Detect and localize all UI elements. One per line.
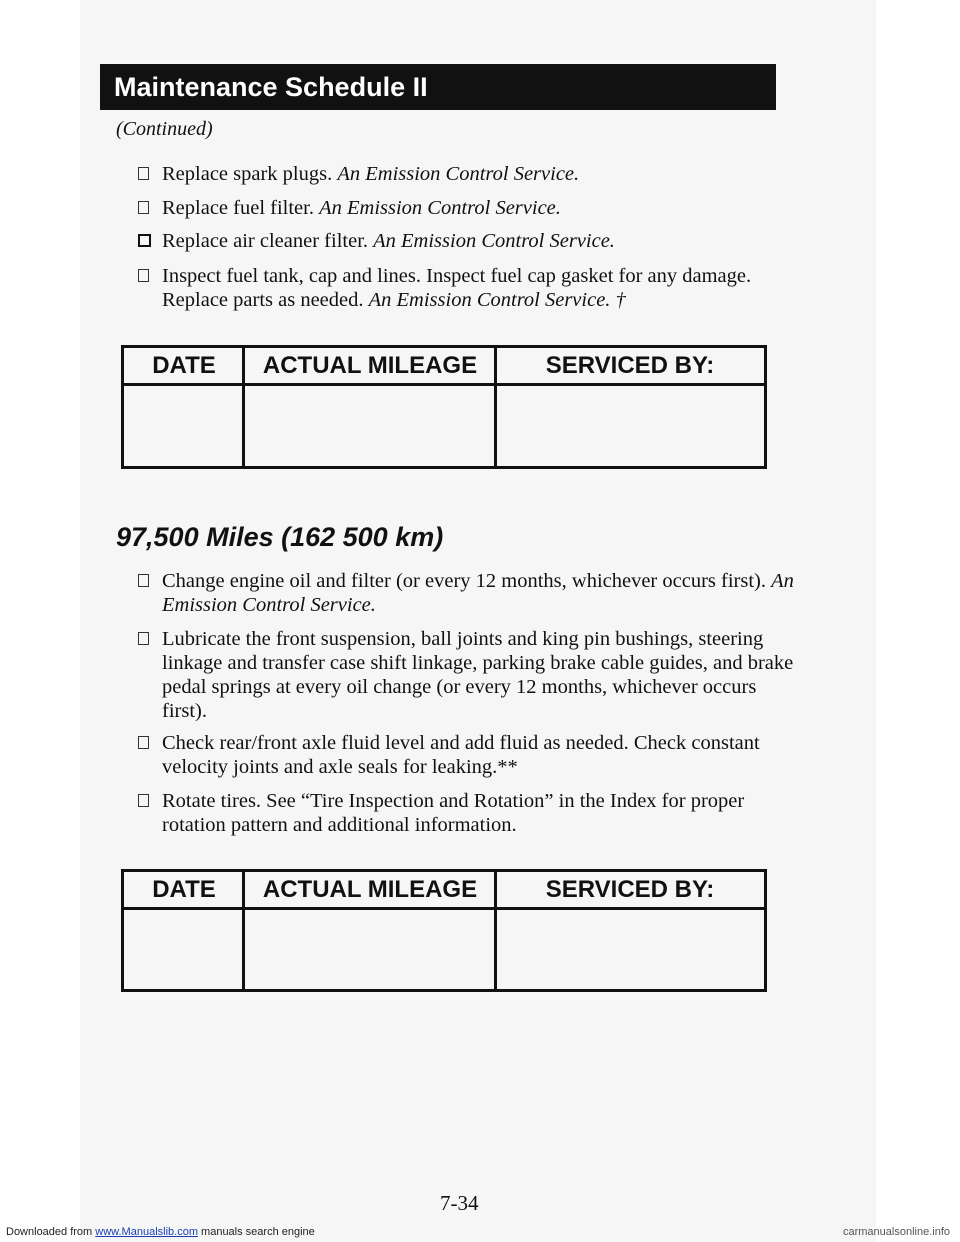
checkbox-icon[interactable]	[138, 736, 149, 749]
checkbox-icon[interactable]	[138, 574, 149, 587]
service-record-table	[121, 869, 767, 992]
mileage-cell[interactable]	[245, 910, 494, 989]
item-note: An Emission Control Service.	[337, 163, 580, 185]
table-header	[124, 872, 764, 910]
item-note: An Emission Control Service.	[319, 197, 561, 219]
item-text: Check rear/front axle fluid level and add fluid as needed. Check constant velocity joints and axle seals for leaking.**	[162, 732, 760, 778]
item-note: An Emission Control Service. †	[368, 289, 626, 311]
document-page	[80, 0, 876, 1242]
section-title-bar: Maintenance Schedule II	[100, 64, 776, 110]
footer-suffix: manuals search engine	[197, 1226, 315, 1238]
page-number: 7-34	[440, 1191, 479, 1215]
checkbox-icon[interactable]	[138, 269, 149, 282]
item-note: An Emission Control Service.	[373, 230, 615, 252]
date-cell[interactable]	[124, 386, 242, 466]
header-actual-mileage: ACTUAL MILEAGE	[262, 352, 478, 379]
manualslib-link[interactable]: www.Manualslib.com	[95, 1226, 198, 1238]
continued-label: (Continued)	[116, 118, 213, 140]
item-text: Replace spark plugs.	[162, 163, 338, 185]
date-cell[interactable]	[124, 910, 242, 989]
item-text: Lubricate the front suspension, ball joints and king pin bushings, steering linkage and transfer case shift linkage, parking brake cable guides, and brake pedal springs at every oil change (or every 12 months, whichever occurs first).	[162, 628, 794, 722]
serviced-by-cell[interactable]	[497, 910, 764, 989]
checkbox-icon[interactable]	[138, 794, 149, 807]
header-date: DATE	[152, 876, 216, 903]
footer-prefix: Downloaded from	[6, 1226, 96, 1238]
checkbox-icon[interactable]	[138, 167, 149, 180]
service-record-table	[121, 345, 767, 469]
watermark: carmanualsonline.info	[842, 1226, 950, 1238]
item-text: Change engine oil and filter (or every 12 months, whichever occurs first).	[162, 570, 772, 592]
table-header	[124, 348, 764, 386]
item-text: Replace air cleaner filter.	[162, 230, 374, 252]
checkbox-icon[interactable]	[138, 234, 151, 247]
item-text: Replace fuel filter.	[162, 197, 320, 219]
item-text: Rotate tires. See “Tire Inspection and Rotation” in the Index for proper rotation pattern and additional information.	[162, 790, 745, 836]
checkbox-icon[interactable]	[138, 201, 149, 214]
header-actual-mileage: ACTUAL MILEAGE	[262, 876, 478, 903]
checkbox-icon[interactable]	[138, 632, 149, 645]
item-text: Inspect fuel tank, cap and lines. Inspect fuel cap gasket for any damage. Replace parts as needed.	[162, 265, 752, 311]
header-serviced-by: SERVICED BY:	[545, 876, 715, 903]
header-date: DATE	[152, 352, 216, 379]
header-serviced-by: SERVICED BY:	[545, 352, 715, 379]
footer-attribution	[6, 1223, 315, 1242]
mileage-heading: 97,500 Miles (162 500 km)	[116, 522, 444, 552]
mileage-cell[interactable]	[245, 386, 494, 466]
serviced-by-cell[interactable]	[497, 386, 764, 466]
item-note: An Emission Control Service.	[162, 570, 794, 616]
footer-bar	[0, 1223, 960, 1242]
